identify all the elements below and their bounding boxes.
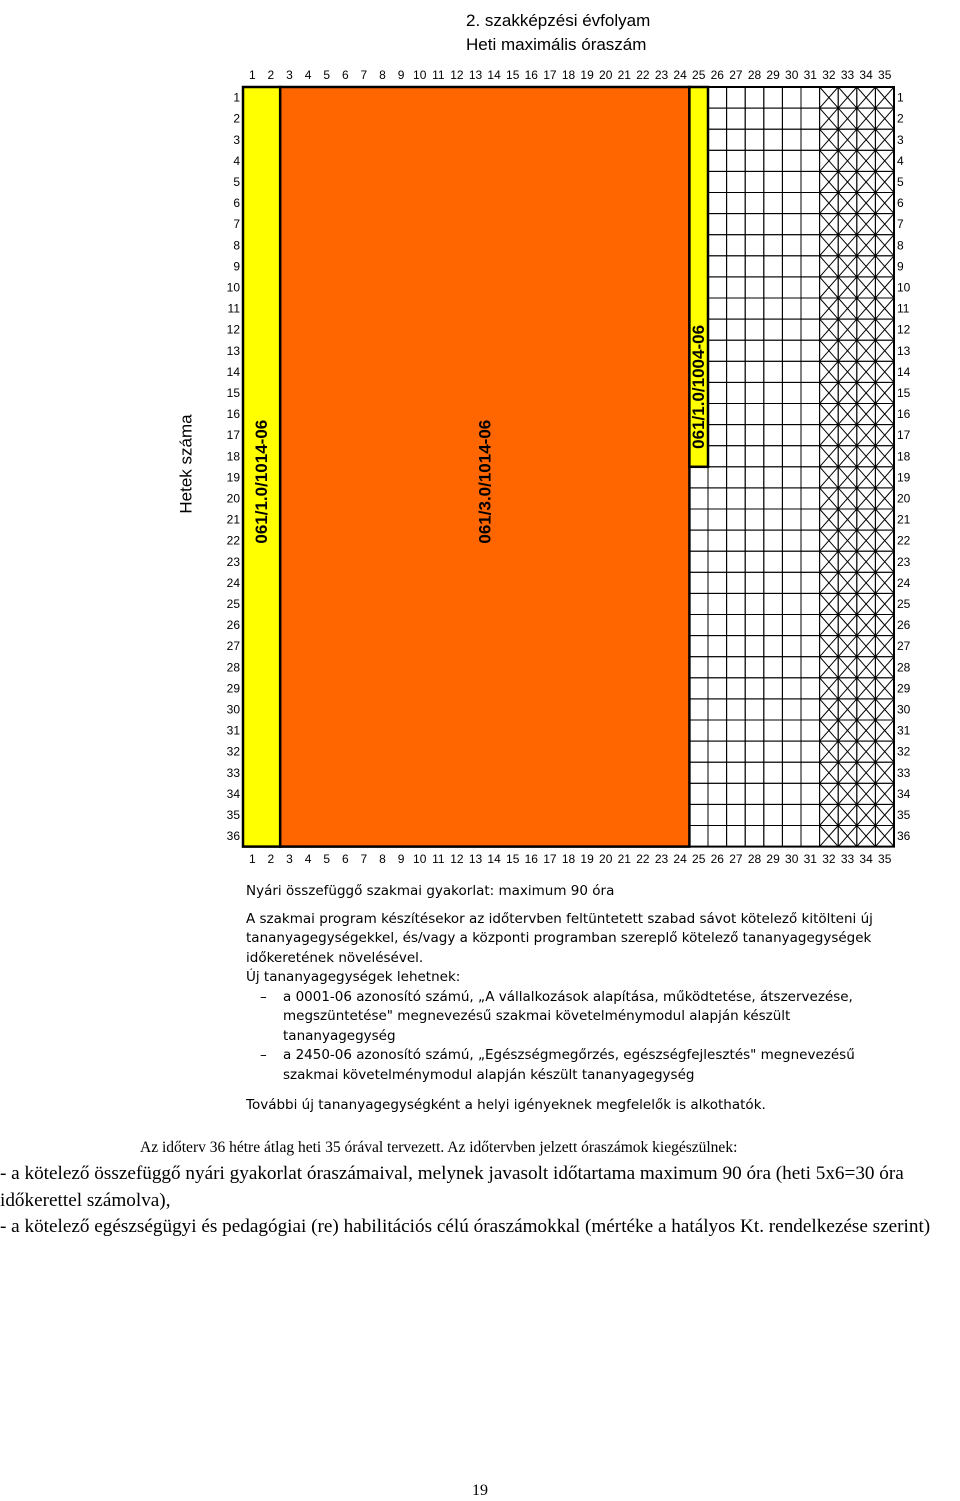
column-tick-top: 5: [323, 68, 331, 82]
schedule-grid: [243, 87, 894, 847]
column-tick-top: 3: [286, 68, 293, 82]
new-unit-item: – a 0001-06 azonosító számú, „A vállalkozások alapítása, működtetése, átszervezése, megszüntetése" megnevezésű szakmai követelménymodul alapján készült tananyagegység: [246, 988, 886, 1047]
week-tick-left: 26: [226, 618, 240, 633]
column-tick-bottom: 22: [636, 852, 650, 866]
column-tick-bottom: 15: [506, 852, 520, 866]
schedule-notes: [246, 882, 886, 1116]
column-tick-top: 7: [360, 68, 368, 82]
week-tick-right: 14: [897, 364, 911, 379]
column-tick-bottom: 17: [543, 852, 557, 866]
week-tick-right: 30: [897, 702, 911, 717]
week-tick-left: 12: [226, 322, 240, 337]
column-tick-bottom: 12: [450, 852, 464, 866]
column-tick-bottom: 25: [692, 852, 706, 866]
column-tick-top: 9: [397, 68, 405, 82]
page-number: 19: [472, 1482, 488, 1499]
column-tick-bottom: 26: [710, 852, 724, 866]
week-tick-right: 3: [897, 132, 904, 147]
new-units-title: Új tananyagegységek lehetnek:: [246, 969, 461, 985]
column-tick-bottom: 5: [323, 852, 331, 866]
week-tick-right: 7: [897, 217, 904, 232]
column-tick-bottom: 9: [397, 852, 405, 866]
schedule-intro: Az időterv 36 hétre átlag heti 35 órával tervezett. Az időtervben jelzett óraszámok kiegészülnek:: [140, 1139, 738, 1156]
column-tick-top: 35: [878, 68, 892, 82]
week-tick-right: 18: [897, 449, 911, 464]
week-tick-left: 27: [226, 639, 240, 654]
column-tick-top: 23: [654, 68, 669, 82]
column-tick-top: 33: [840, 68, 855, 82]
week-tick-right: 1: [897, 90, 904, 105]
week-tick-right: 36: [897, 829, 911, 844]
column-tick-bottom: 16: [524, 852, 538, 866]
week-tick-right: 19: [897, 470, 911, 485]
column-tick-top: 25: [692, 68, 706, 82]
week-tick-right: 12: [897, 322, 911, 337]
week-tick-right: 5: [897, 174, 904, 189]
week-tick-left: 34: [226, 786, 240, 801]
week-tick-left: 28: [226, 660, 240, 675]
column-tick-top: 34: [859, 68, 873, 82]
week-tick-left: 10: [226, 280, 240, 295]
week-tick-right: 29: [897, 681, 911, 696]
week-tick-left: 1: [233, 90, 240, 105]
week-tick-right: 4: [897, 153, 904, 168]
column-tick-bottom: 23: [654, 852, 669, 866]
y-axis-label: Hetek száma: [176, 414, 196, 514]
column-tick-top: 17: [543, 68, 557, 82]
week-tick-right: 28: [897, 660, 911, 675]
further-units-note: További új tananyagegységként a helyi igényeknek megfelelők is alkothatók.: [246, 1097, 766, 1113]
column-tick-top: 4: [304, 68, 312, 82]
new-unit-item: – a 2450-06 azonosító számú, „Egészségmegőrzés, egészségfejlesztés" megnevezésű szakmai követelménymodul alapján készült tananyagegység: [246, 1046, 886, 1085]
column-tick-top: 29: [766, 68, 780, 82]
week-tick-left: 19: [226, 470, 240, 485]
week-tick-left: 20: [226, 491, 240, 506]
week-tick-right: 24: [897, 575, 911, 590]
column-tick-top: 8: [379, 68, 386, 82]
crossed-zone: [820, 87, 894, 847]
column-tick-top: 16: [524, 68, 538, 82]
week-tick-right: 2: [897, 111, 904, 126]
week-tick-right: 34: [897, 786, 911, 801]
week-tick-left: 32: [226, 744, 240, 759]
column-tick-top: 12: [450, 68, 464, 82]
week-tick-right: 26: [897, 618, 911, 633]
column-tick-bottom: 11: [432, 852, 445, 866]
module-block-label: 061/1.0/1014-06: [252, 419, 272, 544]
week-tick-left: 5: [233, 174, 240, 189]
column-tick-bottom: 3: [286, 852, 293, 866]
schedule-subtitle: Heti maximális óraszám: [466, 35, 647, 54]
module-block-label: 061/3.0/1014-06: [475, 419, 495, 544]
column-tick-top: 11: [432, 68, 445, 82]
column-tick-bottom: 34: [859, 852, 873, 866]
column-tick-top: 31: [803, 68, 817, 82]
week-tick-right: 31: [897, 723, 911, 738]
week-tick-right: 32: [897, 744, 911, 759]
week-tick-left: 31: [226, 723, 240, 738]
column-tick-top: 19: [580, 68, 594, 82]
column-tick-bottom: 1: [248, 852, 256, 866]
column-tick-top: 28: [747, 68, 762, 82]
program-note: A szakmai program készítésekor az időtervben feltüntetett szabad sávot kötelező kitölteni új tananyagegységekkel, és/vagy a központi programban szereplő kötelező tananyagegységek időkeretének növelésével.: [246, 910, 873, 966]
column-tick-top: 32: [822, 68, 836, 82]
column-tick-top: 26: [710, 68, 724, 82]
column-tick-top: 30: [785, 68, 799, 82]
column-tick-bottom: 4: [304, 852, 312, 866]
week-tick-left: 21: [226, 512, 240, 527]
column-tick-bottom: 6: [341, 852, 349, 866]
column-tick-bottom: 27: [729, 852, 743, 866]
week-tick-left: 11: [227, 301, 240, 316]
module-blocks: [243, 87, 708, 847]
module-block-label: 061/1.0/1004-06: [689, 324, 709, 449]
new-units-list: [246, 988, 886, 1086]
column-tick-bottom: 31: [803, 852, 817, 866]
column-tick-bottom: 21: [617, 852, 631, 866]
column-tick-bottom: 2: [267, 852, 275, 866]
week-tick-right: 15: [897, 385, 911, 400]
column-tick-top: 27: [729, 68, 743, 82]
column-tick-top: 20: [599, 68, 613, 82]
week-tick-right: 8: [897, 238, 904, 253]
week-tick-right: 9: [897, 259, 904, 274]
column-tick-top: 21: [617, 68, 631, 82]
supplement-health-hours: - a kötelező egészségügyi és pedagógiai (re) habilitációs célú óraszámokkal (mértéke a hatályos Kt. rendelkezése szerint): [0, 1216, 931, 1237]
summer-practice-note: Nyári összefüggő szakmai gyakorlat: maximum 90 óra: [246, 883, 615, 899]
week-tick-left: 13: [226, 343, 240, 358]
column-tick-top: 14: [487, 68, 501, 82]
column-tick-bottom: 10: [413, 852, 427, 866]
column-tick-bottom: 29: [766, 852, 780, 866]
column-tick-top: 6: [341, 68, 349, 82]
week-tick-left: 25: [226, 596, 240, 611]
week-tick-left: 22: [226, 533, 240, 548]
column-tick-bottom: 8: [379, 852, 386, 866]
week-tick-left: 9: [233, 259, 240, 274]
week-tick-right: 11: [897, 301, 910, 316]
week-tick-right: 20: [897, 491, 911, 506]
week-tick-left: 7: [233, 217, 240, 232]
week-tick-left: 3: [233, 132, 240, 147]
week-tick-right: 10: [897, 280, 911, 295]
column-tick-bottom: 32: [822, 852, 836, 866]
week-tick-left: 23: [226, 554, 240, 569]
week-tick-left: 17: [226, 428, 240, 443]
week-tick-right: 35: [897, 807, 911, 822]
week-tick-left: 24: [226, 575, 240, 590]
column-tick-bottom: 24: [673, 852, 687, 866]
column-tick-bottom: 19: [580, 852, 594, 866]
supplement-text: [0, 1161, 960, 1241]
week-tick-left: 35: [226, 807, 240, 822]
column-tick-bottom: 28: [747, 852, 762, 866]
schedule-title: 2. szakképzési évfolyam: [466, 11, 651, 30]
week-tick-left: 6: [233, 196, 240, 211]
week-tick-left: 30: [226, 702, 240, 717]
week-tick-left: 2: [233, 111, 240, 126]
column-tick-bottom: 13: [468, 852, 483, 866]
week-tick-right: 25: [897, 596, 911, 611]
column-tick-top: 2: [267, 68, 275, 82]
week-tick-right: 23: [897, 554, 911, 569]
week-tick-left: 8: [233, 238, 240, 253]
week-tick-right: 17: [897, 428, 911, 443]
column-tick-bottom: 35: [878, 852, 892, 866]
column-tick-bottom: 7: [360, 852, 368, 866]
column-tick-bottom: 33: [840, 852, 855, 866]
column-tick-top: 10: [413, 68, 427, 82]
supplement-summer-practice: - a kötelező összefüggő nyári gyakorlat óraszámaival, melynek javasolt időtartama maximum 90 óra (heti 5x6=30 óra időkerettel számolva),: [0, 1163, 904, 1211]
week-tick-left: 4: [233, 153, 240, 168]
week-tick-right: 33: [897, 765, 911, 780]
week-tick-left: 18: [226, 449, 240, 464]
week-tick-left: 14: [226, 364, 240, 379]
column-tick-top: 1: [248, 68, 256, 82]
week-tick-right: 21: [897, 512, 911, 527]
week-tick-right: 22: [897, 533, 911, 548]
column-tick-top: 24: [673, 68, 687, 82]
column-tick-bottom: 20: [599, 852, 613, 866]
column-tick-top: 13: [468, 68, 483, 82]
week-tick-left: 36: [226, 829, 240, 844]
week-tick-right: 13: [897, 343, 911, 358]
column-tick-top: 22: [636, 68, 650, 82]
column-tick-bottom: 30: [785, 852, 799, 866]
column-tick-top: 15: [506, 68, 520, 82]
column-tick-bottom: 14: [487, 852, 501, 866]
week-tick-left: 29: [226, 681, 240, 696]
week-tick-left: 16: [226, 407, 240, 422]
week-tick-left: 15: [226, 385, 240, 400]
week-tick-left: 33: [226, 765, 240, 780]
week-tick-right: 6: [897, 196, 904, 211]
week-tick-right: 27: [897, 639, 911, 654]
column-tick-bottom: 18: [561, 852, 576, 866]
column-tick-top: 18: [561, 68, 576, 82]
week-tick-right: 16: [897, 407, 911, 422]
